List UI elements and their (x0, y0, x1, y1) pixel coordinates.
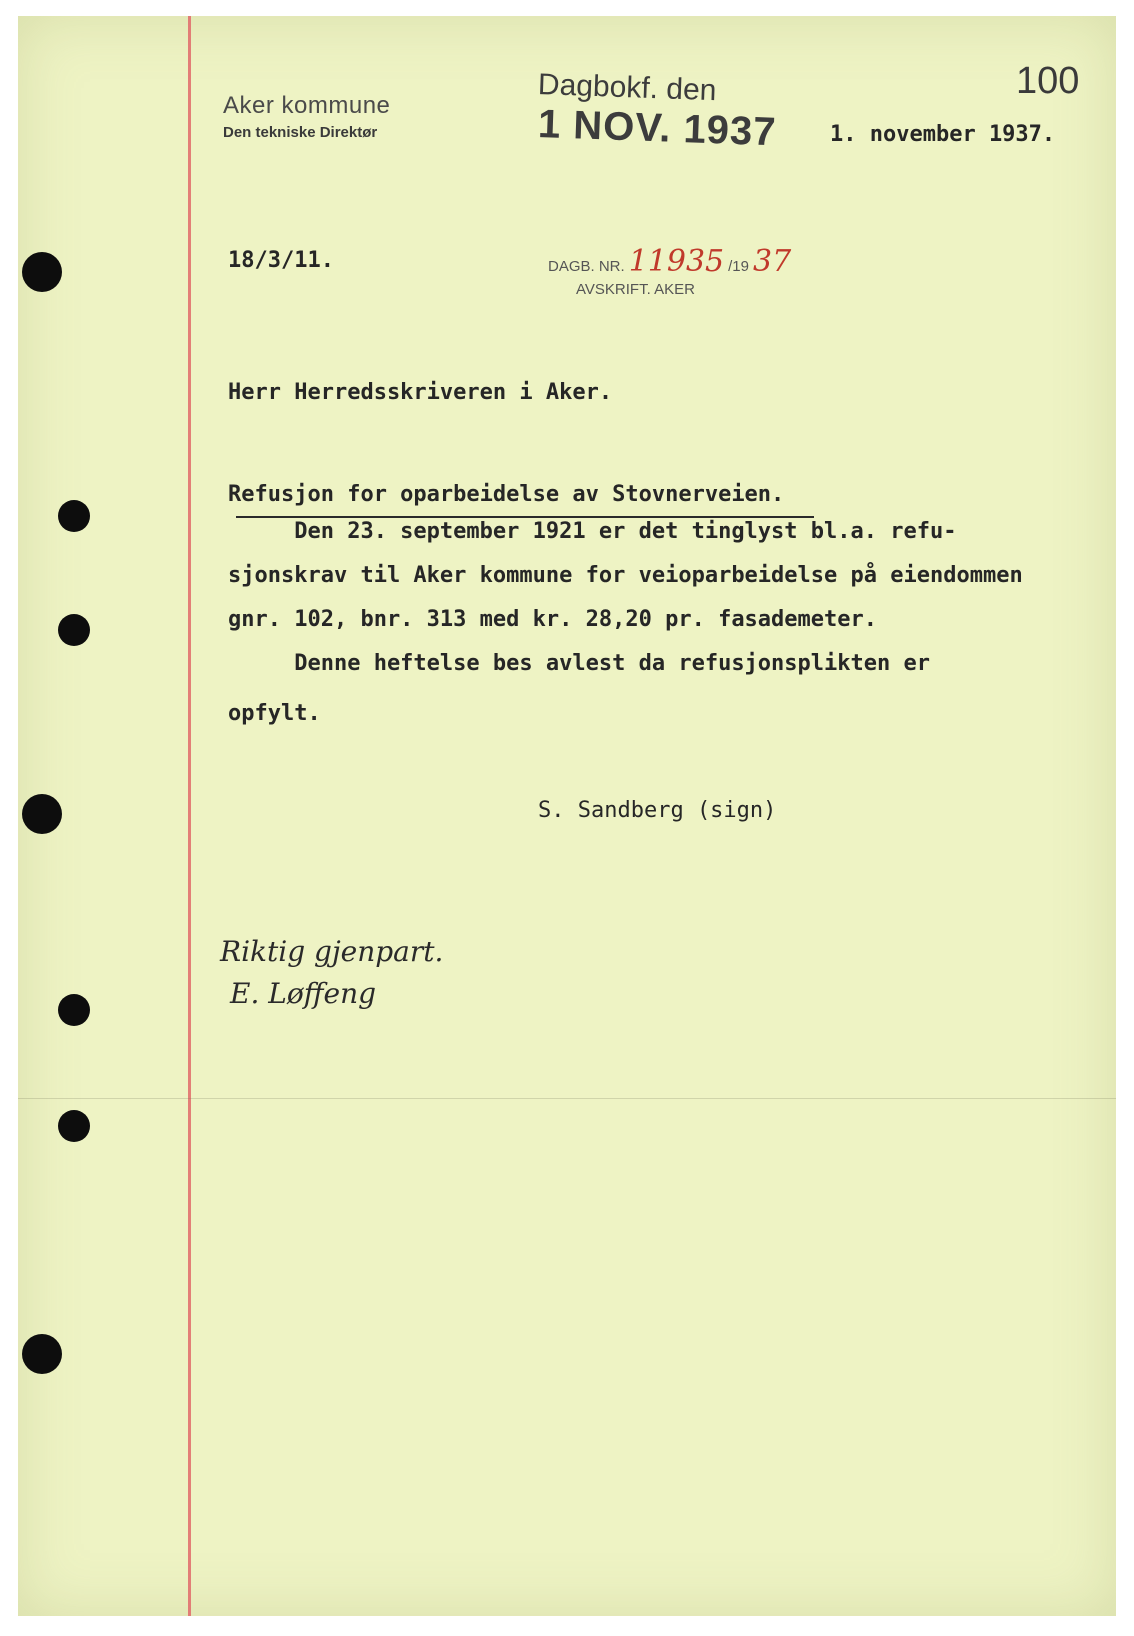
letterhead (223, 92, 390, 141)
stamp-date: 1 NOV. 1937 (537, 102, 778, 155)
journal-year: 37 (752, 244, 792, 279)
red-margin-line (188, 16, 191, 1616)
punch-hole (58, 500, 90, 532)
body-line: sjonskrav til Aker kommune for veioparbeidelse på eiendommen (228, 563, 1023, 588)
journal-year-prefix: /19 (728, 258, 749, 275)
letter-date: 1. november 1937. (830, 122, 1056, 147)
journal-number-stamp (548, 244, 795, 298)
certification-signature: E. Løffeng (230, 977, 377, 1010)
journal-prefix: DAGB. NR. (548, 258, 625, 275)
organization-name: Aker kommune (223, 92, 391, 119)
received-stamp (537, 68, 778, 155)
reference-number: 18/3/11. (228, 248, 334, 273)
page-number: 100 (1016, 60, 1080, 102)
certification-handwriting (220, 931, 443, 1015)
subject-line: Refusjon for oparbeidelse av Stovnerveien. (228, 482, 785, 507)
punch-hole (22, 252, 62, 292)
punch-hole (58, 994, 90, 1026)
department-name: Den tekniske Direktør (223, 124, 378, 141)
punch-hole (22, 794, 62, 834)
recipient: Herr Herredsskriveren i Aker. (228, 380, 613, 405)
punch-hole (58, 614, 90, 646)
punch-hole (22, 1334, 62, 1374)
certification-line: Riktig gjenpart. (220, 935, 444, 968)
punch-hole (58, 1110, 90, 1142)
body-line: Den 23. september 1921 er det tinglyst bl.a. refu- (228, 519, 957, 544)
document-page (18, 16, 1116, 1616)
body-line: gnr. 102, bnr. 313 med kr. 28,20 pr. fasademeter. (228, 607, 878, 632)
body-line: opfylt. (228, 701, 321, 726)
copy-label: AVSKRIFT. AKER (576, 281, 695, 298)
stamp-label: Dagbokf. den (537, 68, 717, 108)
journal-number: 11935 (628, 244, 725, 279)
body-line: Denne heftelse bes avlest da refusjonsplikten er (228, 651, 930, 676)
signature: S. Sandberg (sign) (538, 798, 777, 823)
page-fold (18, 1098, 1116, 1099)
